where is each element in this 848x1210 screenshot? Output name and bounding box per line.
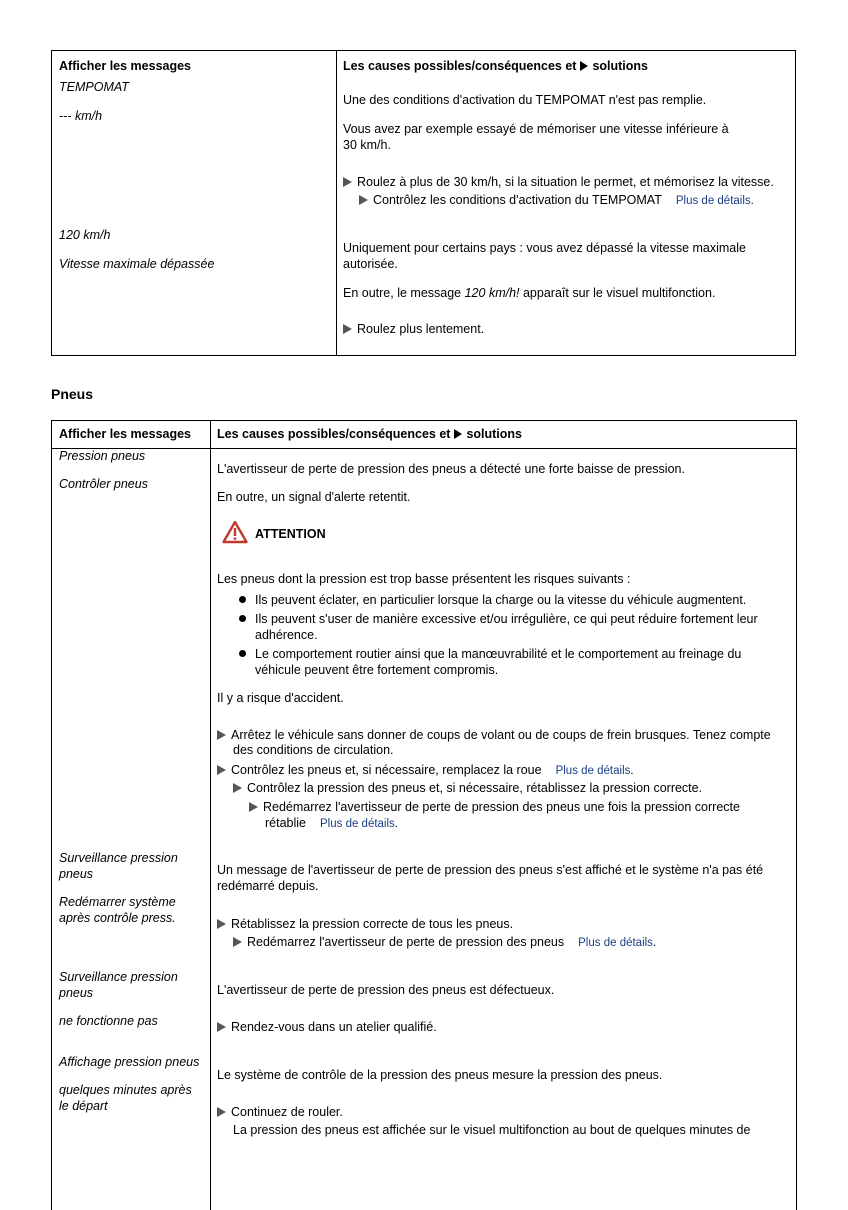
solution-text: Roulez plus lentement.: [357, 322, 485, 336]
warning-triangle-icon: [222, 520, 248, 544]
cause-text: L'avertisseur de perte de pression des pneus a détecté une forte baisse de pression.: [217, 462, 685, 476]
solution-text: Redémarrez l'avertisseur de perte de pression des pneus une fois la pression correcte: [263, 800, 740, 814]
bullet-icon: [239, 615, 246, 622]
message-tire-pressure: Pression pneus: [59, 449, 146, 463]
risk-bullet: [239, 612, 758, 627]
warning-label: ATTENTION: [255, 527, 326, 541]
arrow-icon: [217, 1022, 226, 1032]
message-pressure-monitoring: Surveillance pression: [59, 851, 178, 865]
cause-text-part: En outre, le message: [343, 286, 465, 300]
header-solutions-text: solutions: [592, 59, 649, 73]
cause-text: redémarré depuis.: [217, 879, 319, 893]
solution-text: Contrôlez les pneus et, si nécessaire, remplacez la roue: [231, 763, 542, 777]
header-solutions-text: solutions: [466, 427, 523, 441]
solution-text: des conditions de circulation.: [233, 743, 394, 757]
solution-text: Rétablissez la pression correcte de tous les pneus.: [231, 917, 514, 931]
message-restart-system: Redémarrer système: [59, 895, 176, 909]
header-display-messages: Afficher les messages: [59, 427, 192, 441]
arrow-icon: [217, 765, 226, 775]
message-not-working: ne fonctionne pas: [59, 1014, 158, 1028]
message-speed-exceeded: Vitesse maximale dépassée: [59, 257, 215, 271]
cause-text: L'avertisseur de perte de pression des pneus est défectueux.: [217, 983, 555, 997]
solution-text: Arrêtez le véhicule sans donner de coups de volant ou de coups de frein brusques. Tenez compte: [231, 728, 771, 742]
cause-text-part: apparaît sur le visuel multifonction.: [519, 286, 716, 300]
message-kmh: --- km/h: [59, 109, 103, 123]
arrow-icon: [217, 919, 226, 929]
solution-step: [217, 728, 771, 743]
column-divider: [336, 51, 337, 355]
message-restart-system: après contrôle press.: [59, 911, 176, 925]
message-120kmh: 120 km/h: [59, 228, 111, 242]
solution-text: Redémarrez l'avertisseur de perte de pression des pneus: [247, 935, 565, 949]
solution-step: Redémarrez l'avertisseur de perte de pression des pneus Plus de détails.: [233, 935, 656, 951]
details-link[interactable]: Plus de détails: [555, 765, 631, 777]
bullet-icon: [239, 650, 246, 657]
cause-text: [343, 286, 715, 301]
message-tempomat: TEMPOMAT: [59, 80, 129, 94]
arrow-icon: [580, 61, 588, 71]
bullet-text: Le comportement routier ainsi que la manœuvrabilité et le comportement au freinage du: [255, 647, 742, 661]
message-pressure-monitoring: pneus: [59, 867, 94, 881]
solution-text: Contrôlez les conditions d'activation du TEMPOMAT: [373, 193, 662, 207]
solution-step: [343, 175, 774, 190]
tempomat-table: [51, 50, 796, 356]
arrow-icon: [233, 783, 242, 793]
details-link[interactable]: Plus de détails: [320, 818, 395, 830]
solution-step: [217, 917, 513, 932]
arrow-icon: [217, 1107, 226, 1117]
solution-step: [249, 800, 740, 815]
solution-step: [217, 1105, 343, 1120]
solution-text: rétablie Plus de détails.: [265, 816, 398, 830]
header-causes-text: Les causes possibles/conséquences et: [343, 59, 577, 73]
solution-text: Rendez-vous dans un atelier qualifié.: [231, 1020, 437, 1034]
cause-text: Une des conditions d'activation du TEMPOMAT n'est pas remplie.: [343, 93, 707, 107]
message-pressure-monitoring: Surveillance pression: [59, 970, 178, 984]
cause-text: Les pneus dont la pression est trop basse présentent les risques suivants :: [217, 572, 631, 586]
bullet-text: véhicule peuvent être fortement compromis.: [255, 663, 499, 677]
details-link[interactable]: Plus de détails: [675, 195, 751, 207]
header-divider: [52, 448, 796, 449]
section-title: Pneus: [51, 386, 94, 402]
arrow-icon: [343, 177, 352, 187]
arrow-icon: [343, 324, 352, 334]
cause-text: Vous avez par exemple essayé de mémoriser une vitesse inférieure à: [343, 122, 729, 136]
solution-text: Continuez de rouler.: [231, 1105, 343, 1119]
message-after-start: quelques minutes après: [59, 1083, 192, 1097]
risk-bullet: [239, 593, 746, 608]
solution-text: Roulez à plus de 30 km/h, si la situation le permet, et mémorisez la vitesse.: [357, 175, 774, 189]
tires-table: [51, 420, 797, 1210]
header-causes: [217, 427, 522, 442]
message-pressure-display: Affichage pression pneus: [59, 1055, 200, 1069]
arrow-icon: [217, 730, 226, 740]
cause-text-emphasis: 120 km/h!: [464, 286, 520, 300]
solution-step: [233, 781, 702, 796]
arrow-icon: [454, 429, 462, 439]
cause-text: Uniquement pour certains pays : vous avez dépassé la vitesse maximale: [343, 241, 746, 255]
risk-bullet: [239, 647, 741, 662]
bullet-icon: [239, 596, 246, 603]
arrow-icon: [249, 802, 258, 812]
cause-text: 30 km/h.: [343, 138, 391, 152]
bullet-text: adhérence.: [255, 628, 318, 642]
message-check-tires: Contrôler pneus: [59, 477, 148, 491]
solution-step: Contrôlez les conditions d'activation du TEMPOMAT Plus de détails.: [359, 193, 754, 209]
message-after-start: le départ: [59, 1099, 108, 1113]
solution-step: [343, 322, 484, 337]
header-causes: [343, 59, 648, 74]
bullet-text: Ils peuvent s'user de manière excessive et/ou irrégulière, ce qui peut réduire fortement leur: [255, 612, 758, 626]
cause-text: En outre, un signal d'alerte retentit.: [217, 490, 411, 504]
solution-step: Contrôlez les pneus et, si nécessaire, remplacez la roue Plus de détails.: [217, 763, 634, 779]
solution-text-end: rétablie: [265, 816, 306, 830]
arrow-icon: [359, 195, 368, 205]
message-pressure-monitoring: pneus: [59, 986, 94, 1000]
solution-step: [217, 1020, 437, 1035]
bullet-text: Ils peuvent éclater, en particulier lorsque la charge ou la vitesse du véhicule augmentent.: [255, 593, 747, 607]
details-link[interactable]: Plus de détails: [578, 937, 653, 949]
solution-text: Contrôlez la pression des pneus et, si nécessaire, rétablissez la pression correcte.: [247, 781, 703, 795]
arrow-icon: [233, 937, 242, 947]
cause-text: autorisée.: [343, 257, 398, 271]
column-divider: [210, 421, 211, 1210]
header-causes-text: Les causes possibles/conséquences et: [217, 427, 451, 441]
cause-text: Il y a risque d'accident.: [217, 691, 344, 705]
solution-text: La pression des pneus est affichée sur le visuel multifonction au bout de quelques minutes de: [233, 1123, 751, 1137]
cause-text: Le système de contrôle de la pression des pneus mesure la pression des pneus.: [217, 1068, 663, 1082]
cause-text: Un message de l'avertisseur de perte de pression des pneus s'est affiché et le système n'a pas été: [217, 863, 764, 877]
header-display-messages: Afficher les messages: [59, 59, 192, 73]
